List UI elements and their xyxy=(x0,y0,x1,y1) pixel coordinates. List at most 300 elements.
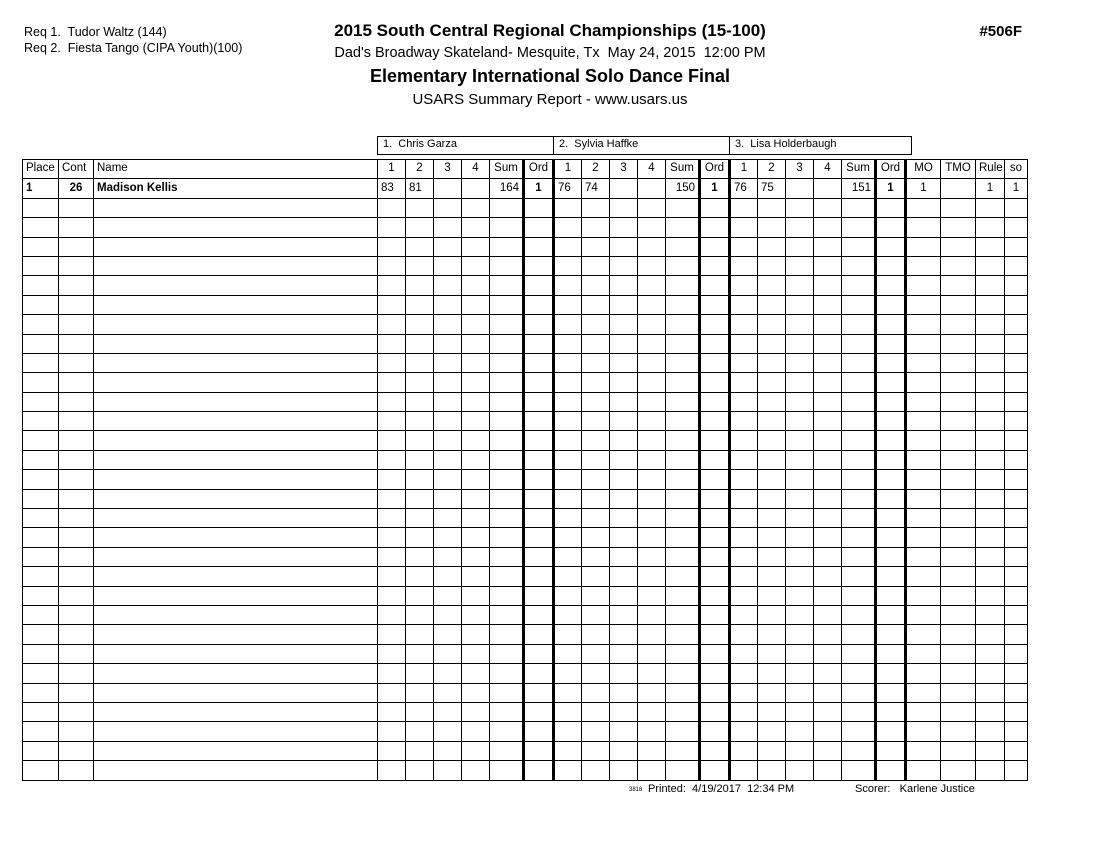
cell-j2-3 xyxy=(610,741,638,760)
cell-j2-ord xyxy=(700,586,730,605)
result-row xyxy=(23,179,1028,198)
cell-so xyxy=(1005,412,1028,431)
empty-row xyxy=(23,761,1028,780)
cell-j3-ord xyxy=(876,218,906,237)
header-j1-3: 3 xyxy=(434,160,462,179)
cell-so xyxy=(1005,509,1028,528)
cell-rule xyxy=(976,528,1005,547)
cell-j2-4 xyxy=(638,470,666,489)
cell-j3-sum xyxy=(842,722,876,741)
cell-j2-sum xyxy=(666,761,700,780)
cell-j1-sum xyxy=(490,586,524,605)
cell-mo xyxy=(906,528,941,547)
cell-j2-ord xyxy=(700,276,730,295)
cell-j1-2 xyxy=(406,702,434,721)
cell-name xyxy=(94,761,378,780)
empty-row xyxy=(23,567,1028,586)
cell-j3-3 xyxy=(786,373,814,392)
cell-j2-4 xyxy=(638,489,666,508)
header-j1-2: 2 xyxy=(406,160,434,179)
cell-so xyxy=(1005,683,1028,702)
cell-j2-2 xyxy=(582,276,610,295)
cell-j1-ord xyxy=(524,276,554,295)
cell-j2-ord xyxy=(700,644,730,663)
report-header xyxy=(0,21,1100,108)
cell-j3-sum xyxy=(842,392,876,411)
cell-j1-3 xyxy=(434,470,462,489)
cell-j1-ord xyxy=(524,528,554,547)
cell-j3-4 xyxy=(814,334,842,353)
cell-j3-3 xyxy=(786,431,814,450)
cell-j2-3 xyxy=(610,470,638,489)
cell-j2-4 xyxy=(638,392,666,411)
cell-so xyxy=(1005,256,1028,275)
cell-j3-4 xyxy=(814,470,842,489)
cell-j2-sum xyxy=(666,450,700,469)
cell-j3-4 xyxy=(814,412,842,431)
cell-j3-2 xyxy=(758,315,786,334)
req-2-label: Req 2. Fiesta Tango (CIPA Youth)(100) xyxy=(24,41,243,55)
cell-name xyxy=(94,334,378,353)
cell-j1-2 xyxy=(406,605,434,624)
cell-j2-2 xyxy=(582,605,610,624)
cell-j2-sum xyxy=(666,547,700,566)
cell-j2-1 xyxy=(554,295,582,314)
cell-j1-3 xyxy=(434,722,462,741)
cell-tmo xyxy=(941,392,976,411)
cell-mo xyxy=(906,315,941,334)
cell-j3-2 xyxy=(758,295,786,314)
cell-j3-sum xyxy=(842,412,876,431)
cell-so xyxy=(1005,567,1028,586)
cell-j2-sum xyxy=(666,412,700,431)
cell-j3-3 xyxy=(786,392,814,411)
cell-so xyxy=(1005,470,1028,489)
cell-j2-3 xyxy=(610,664,638,683)
cell-place xyxy=(23,644,59,663)
cell-j3-2 xyxy=(758,412,786,431)
cell-j2-4 xyxy=(638,237,666,256)
cell-j2-1 xyxy=(554,683,582,702)
cell-so xyxy=(1005,528,1028,547)
cell-so xyxy=(1005,489,1028,508)
cell-cont xyxy=(59,586,94,605)
header-name: Name xyxy=(94,160,378,179)
cell-j2-4 xyxy=(638,179,666,198)
cell-j1-4 xyxy=(462,567,490,586)
cell-j3-1 xyxy=(730,644,758,663)
cell-name xyxy=(94,528,378,547)
cell-j3-2 xyxy=(758,547,786,566)
cell-j3-sum xyxy=(842,237,876,256)
cell-j1-3 xyxy=(434,586,462,605)
cell-j3-3 xyxy=(786,567,814,586)
cell-j3-3 xyxy=(786,218,814,237)
cell-j1-1 xyxy=(378,702,406,721)
cell-j1-ord xyxy=(524,683,554,702)
cell-j1-2 xyxy=(406,722,434,741)
cell-j2-2 xyxy=(582,683,610,702)
cell-tmo xyxy=(941,741,976,760)
cell-j1-ord xyxy=(524,644,554,663)
cell-j3-2 xyxy=(758,353,786,372)
header-j2-sum: Sum xyxy=(666,160,700,179)
cell-tmo xyxy=(941,605,976,624)
cell-j1-1 xyxy=(378,450,406,469)
cell-j2-4 xyxy=(638,412,666,431)
cell-j1-3 xyxy=(434,450,462,469)
cell-j1-3 xyxy=(434,256,462,275)
cell-j3-3 xyxy=(786,315,814,334)
cell-j3-2 xyxy=(758,392,786,411)
cell-cont xyxy=(59,702,94,721)
cell-j3-3 xyxy=(786,702,814,721)
cell-j1-ord xyxy=(524,392,554,411)
table-body xyxy=(23,179,1028,780)
cell-j2-ord xyxy=(700,683,730,702)
cell-j2-ord xyxy=(700,702,730,721)
cell-j1-4 xyxy=(462,431,490,450)
cell-j3-2 xyxy=(758,702,786,721)
cell-j2-sum xyxy=(666,334,700,353)
cell-name xyxy=(94,741,378,760)
cell-j1-4 xyxy=(462,644,490,663)
cell-j1-ord xyxy=(524,470,554,489)
header-j1-ord: Ord xyxy=(524,160,554,179)
cell-j2-sum xyxy=(666,392,700,411)
cell-j2-1 xyxy=(554,644,582,663)
cell-j2-ord xyxy=(700,392,730,411)
cell-j3-3 xyxy=(786,547,814,566)
cell-j3-2 xyxy=(758,373,786,392)
cell-place xyxy=(23,625,59,644)
cell-j1-4 xyxy=(462,489,490,508)
cell-j3-1 xyxy=(730,722,758,741)
cell-place xyxy=(23,664,59,683)
cell-cont xyxy=(59,489,94,508)
cell-cont xyxy=(59,431,94,450)
cell-j2-1 xyxy=(554,741,582,760)
cell-j3-2: 75 xyxy=(758,179,786,198)
cell-j1-3 xyxy=(434,741,462,760)
cell-j2-ord xyxy=(700,741,730,760)
cell-j2-1 xyxy=(554,761,582,780)
cell-j3-2 xyxy=(758,567,786,586)
cell-j3-ord xyxy=(876,722,906,741)
cell-j2-sum xyxy=(666,489,700,508)
header-mo: MO xyxy=(906,160,941,179)
cell-place xyxy=(23,237,59,256)
cell-j3-2 xyxy=(758,237,786,256)
cell-name xyxy=(94,256,378,275)
cell-so xyxy=(1005,373,1028,392)
cell-tmo xyxy=(941,470,976,489)
cell-j1-ord xyxy=(524,567,554,586)
cell-j2-sum xyxy=(666,276,700,295)
cell-j2-2 xyxy=(582,722,610,741)
cell-name xyxy=(94,295,378,314)
cell-cont xyxy=(59,605,94,624)
results-table xyxy=(22,159,1028,781)
cell-j1-3 xyxy=(434,509,462,528)
cell-j3-ord xyxy=(876,450,906,469)
cell-tmo xyxy=(941,237,976,256)
cell-j3-sum xyxy=(842,547,876,566)
cell-j3-2 xyxy=(758,528,786,547)
cell-j3-1 xyxy=(730,373,758,392)
cell-j3-4 xyxy=(814,431,842,450)
cell-tmo xyxy=(941,586,976,605)
cell-place xyxy=(23,334,59,353)
cell-j3-1 xyxy=(730,353,758,372)
cell-j2-4 xyxy=(638,761,666,780)
empty-row xyxy=(23,470,1028,489)
cell-tmo xyxy=(941,702,976,721)
cell-j1-ord xyxy=(524,586,554,605)
cell-j2-4 xyxy=(638,373,666,392)
cell-j2-ord xyxy=(700,315,730,334)
cell-j2-2 xyxy=(582,198,610,217)
cell-j1-4 xyxy=(462,237,490,256)
cell-j2-4 xyxy=(638,722,666,741)
cell-j3-4 xyxy=(814,218,842,237)
cell-j1-3 xyxy=(434,315,462,334)
cell-j1-4 xyxy=(462,295,490,314)
cell-j1-2 xyxy=(406,664,434,683)
cell-j1-3 xyxy=(434,431,462,450)
cell-j3-3 xyxy=(786,722,814,741)
cell-j2-3 xyxy=(610,431,638,450)
header-j2-2: 2 xyxy=(582,160,610,179)
empty-row xyxy=(23,218,1028,237)
cell-j3-sum xyxy=(842,489,876,508)
cell-j3-2 xyxy=(758,509,786,528)
cell-j2-2 xyxy=(582,567,610,586)
cell-j3-ord xyxy=(876,431,906,450)
cell-j3-sum xyxy=(842,218,876,237)
cell-tmo xyxy=(941,625,976,644)
cell-j2-1 xyxy=(554,470,582,489)
cell-j2-ord xyxy=(700,722,730,741)
cell-j3-ord xyxy=(876,664,906,683)
cell-j2-1 xyxy=(554,625,582,644)
cell-mo xyxy=(906,198,941,217)
cell-j1-ord xyxy=(524,373,554,392)
cell-j1-3 xyxy=(434,567,462,586)
cell-name xyxy=(94,450,378,469)
cell-name xyxy=(94,198,378,217)
cell-j3-1 xyxy=(730,276,758,295)
cell-j3-3 xyxy=(786,761,814,780)
cell-j3-1 xyxy=(730,741,758,760)
cell-rule xyxy=(976,198,1005,217)
cell-tmo xyxy=(941,489,976,508)
cell-place xyxy=(23,295,59,314)
cell-mo xyxy=(906,450,941,469)
header-tmo: TMO xyxy=(941,160,976,179)
cell-so xyxy=(1005,334,1028,353)
cell-tmo xyxy=(941,373,976,392)
cell-place xyxy=(23,586,59,605)
cell-mo xyxy=(906,741,941,760)
cell-j1-ord xyxy=(524,489,554,508)
cell-j2-4 xyxy=(638,586,666,605)
cell-rule xyxy=(976,470,1005,489)
cell-j3-sum xyxy=(842,702,876,721)
cell-j2-1 xyxy=(554,392,582,411)
req-1-label: Req 1. Tudor Waltz (144) xyxy=(24,25,167,39)
cell-cont xyxy=(59,567,94,586)
cell-tmo xyxy=(941,664,976,683)
cell-name xyxy=(94,605,378,624)
cell-j2-sum xyxy=(666,722,700,741)
cell-j1-2 xyxy=(406,509,434,528)
empty-row xyxy=(23,412,1028,431)
cell-place xyxy=(23,605,59,624)
cell-j2-2 xyxy=(582,450,610,469)
cell-j3-ord xyxy=(876,605,906,624)
cell-j3-sum xyxy=(842,276,876,295)
empty-row xyxy=(23,489,1028,508)
cell-j3-sum xyxy=(842,761,876,780)
cell-place xyxy=(23,470,59,489)
cell-so: 1 xyxy=(1005,179,1028,198)
cell-name xyxy=(94,683,378,702)
cell-j1-sum: 164 xyxy=(490,179,524,198)
cell-j1-3 xyxy=(434,392,462,411)
empty-row xyxy=(23,198,1028,217)
cell-j1-ord xyxy=(524,198,554,217)
cell-j1-sum xyxy=(490,489,524,508)
cell-tmo xyxy=(941,431,976,450)
cell-mo xyxy=(906,547,941,566)
cell-rule xyxy=(976,509,1005,528)
cell-j1-3 xyxy=(434,664,462,683)
header-j2-ord: Ord xyxy=(700,160,730,179)
cell-j3-sum xyxy=(842,334,876,353)
cell-j3-2 xyxy=(758,256,786,275)
cell-j2-2 xyxy=(582,237,610,256)
cell-j2-1 xyxy=(554,489,582,508)
cell-cont xyxy=(59,237,94,256)
cell-name: Madison Kellis xyxy=(94,179,378,198)
cell-j2-ord xyxy=(700,334,730,353)
cell-j1-4 xyxy=(462,218,490,237)
empty-row xyxy=(23,605,1028,624)
cell-j3-1 xyxy=(730,586,758,605)
cell-j2-ord xyxy=(700,237,730,256)
cell-cont xyxy=(59,256,94,275)
cell-j3-1 xyxy=(730,625,758,644)
cell-j1-3 xyxy=(434,644,462,663)
cell-j1-2 xyxy=(406,625,434,644)
cell-j3-2 xyxy=(758,470,786,489)
cell-tmo xyxy=(941,198,976,217)
cell-so xyxy=(1005,218,1028,237)
cell-j2-ord xyxy=(700,489,730,508)
cell-j1-sum xyxy=(490,547,524,566)
cell-j2-ord xyxy=(700,528,730,547)
cell-j3-4 xyxy=(814,392,842,411)
cell-j1-2 xyxy=(406,412,434,431)
cell-rule xyxy=(976,353,1005,372)
cell-j2-sum xyxy=(666,586,700,605)
cell-place xyxy=(23,702,59,721)
cell-j1-2 xyxy=(406,218,434,237)
cell-j3-sum xyxy=(842,644,876,663)
cell-place xyxy=(23,547,59,566)
cell-j2-3 xyxy=(610,702,638,721)
cell-j2-sum xyxy=(666,625,700,644)
empty-row xyxy=(23,256,1028,275)
software-version: 3818 xyxy=(629,787,643,793)
cell-j1-4 xyxy=(462,334,490,353)
cell-j1-3 xyxy=(434,412,462,431)
cell-j2-sum xyxy=(666,295,700,314)
cell-j1-4 xyxy=(462,353,490,372)
cell-j1-3 xyxy=(434,237,462,256)
cell-j3-3 xyxy=(786,509,814,528)
cell-rule xyxy=(976,315,1005,334)
cell-j1-2 xyxy=(406,276,434,295)
cell-j3-4 xyxy=(814,625,842,644)
cell-j3-3 xyxy=(786,412,814,431)
cell-j1-3 xyxy=(434,334,462,353)
cell-j3-3 xyxy=(786,528,814,547)
cell-j2-3 xyxy=(610,761,638,780)
cell-j2-1: 76 xyxy=(554,179,582,198)
cell-j3-ord xyxy=(876,761,906,780)
cell-j2-ord xyxy=(700,470,730,489)
cell-j3-3 xyxy=(786,353,814,372)
cell-so xyxy=(1005,315,1028,334)
cell-rule: 1 xyxy=(976,179,1005,198)
printed-timestamp: Printed: 4/19/2017 12:34 PM xyxy=(648,783,795,795)
cell-j1-3 xyxy=(434,702,462,721)
cell-j2-sum xyxy=(666,741,700,760)
header-place: Place xyxy=(23,160,59,179)
cell-j3-sum xyxy=(842,373,876,392)
cell-j2-2 xyxy=(582,547,610,566)
cell-j2-1 xyxy=(554,586,582,605)
cell-place xyxy=(23,353,59,372)
cell-j2-sum: 150 xyxy=(666,179,700,198)
cell-tmo xyxy=(941,761,976,780)
cell-j2-1 xyxy=(554,450,582,469)
cell-rule xyxy=(976,741,1005,760)
cell-j3-2 xyxy=(758,605,786,624)
cell-j1-ord xyxy=(524,256,554,275)
cell-j1-3 xyxy=(434,198,462,217)
header-j2-1: 1 xyxy=(554,160,582,179)
cell-rule xyxy=(976,412,1005,431)
cell-j1-1 xyxy=(378,256,406,275)
cell-mo xyxy=(906,218,941,237)
cell-so xyxy=(1005,741,1028,760)
cell-j3-sum xyxy=(842,605,876,624)
cell-j1-ord xyxy=(524,741,554,760)
cell-j2-1 xyxy=(554,237,582,256)
cell-place xyxy=(23,722,59,741)
cell-j1-4 xyxy=(462,741,490,760)
empty-row xyxy=(23,431,1028,450)
cell-j1-3 xyxy=(434,547,462,566)
cell-j2-4 xyxy=(638,664,666,683)
cell-j3-3 xyxy=(786,198,814,217)
cell-j1-2 xyxy=(406,237,434,256)
judge-1-name-box: 1. Chris Garza xyxy=(377,136,560,155)
cell-j1-sum xyxy=(490,315,524,334)
